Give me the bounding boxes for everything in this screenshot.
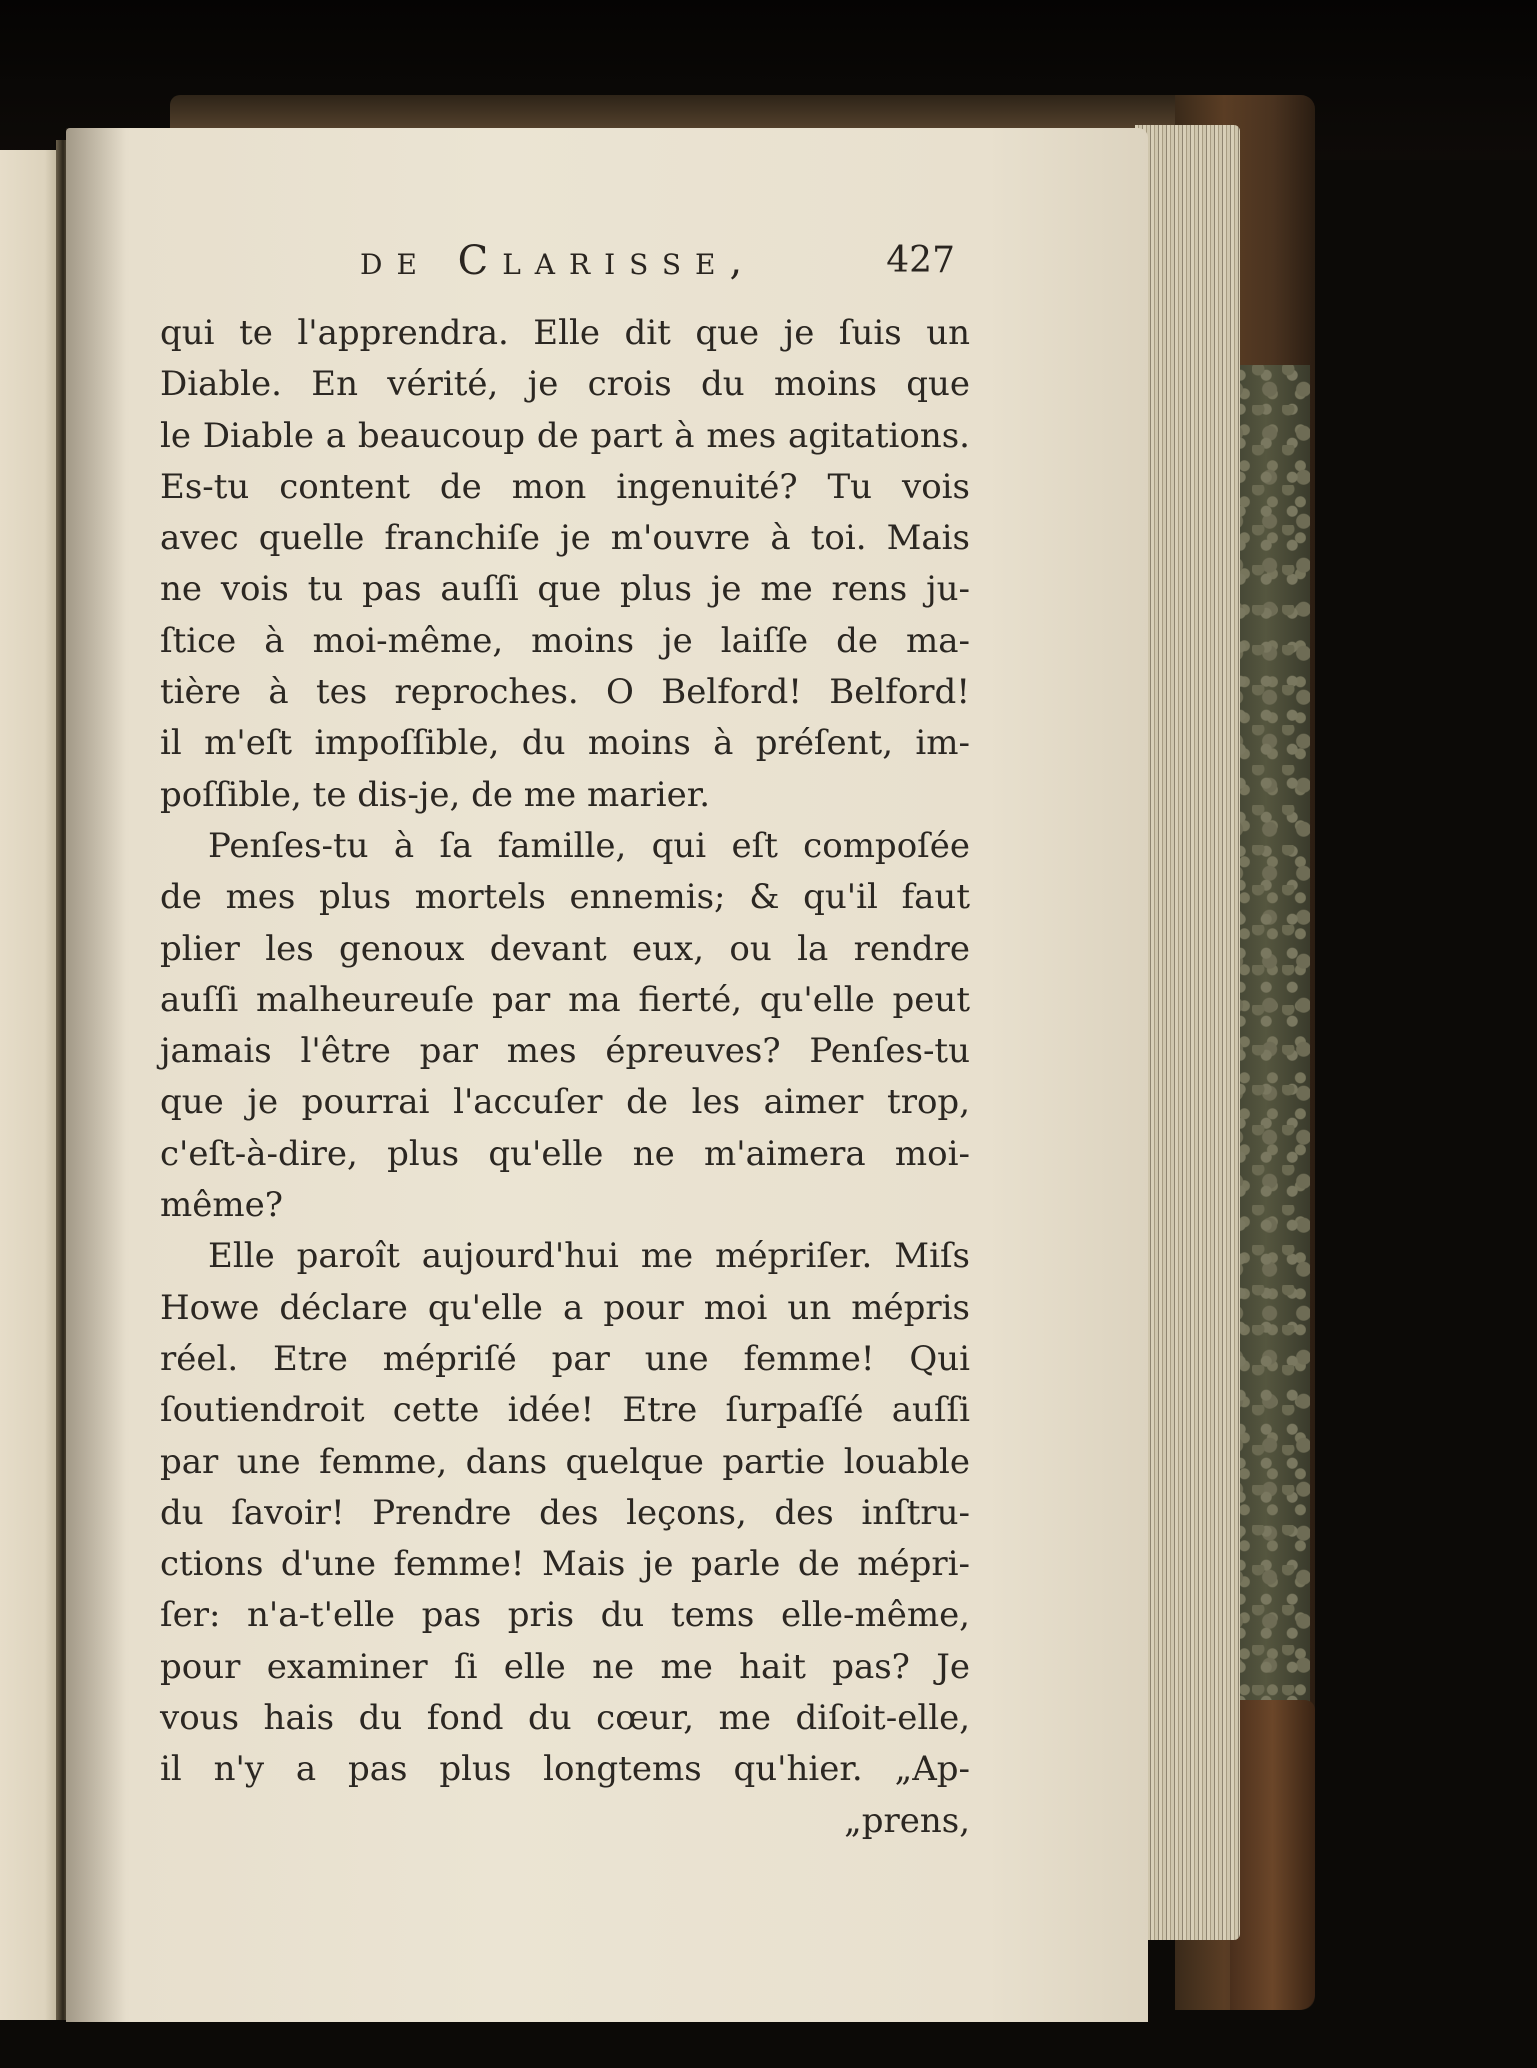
text-line: il n'y a pas plus longtems qu'hier. „Ap-: [160, 1749, 970, 1790]
page-edges: [1135, 125, 1240, 1940]
text-line: ne vois tu pas auſſi que plus je me rens ju-: [160, 569, 970, 610]
text-line: le Diable a beaucoup de part à mes agitations.: [160, 415, 970, 456]
text-line: il m'eſt impoſſible, du moins à préſent, im-: [160, 723, 970, 764]
cover-corner: [1230, 1700, 1315, 2010]
background-bottom: [0, 2022, 1300, 2068]
text-line: par une femme, dans quelque partie louable: [160, 1441, 970, 1482]
text-line: ſer: n'a-t'elle pas pris du tems elle-même,: [160, 1595, 970, 1636]
text-line: vous hais du fond du cœur, me diſoit-elle,: [160, 1698, 970, 1739]
text-line: même?: [160, 1185, 283, 1226]
text-line: Elle paroît aujourd'hui me mépriſer. Miſs: [208, 1236, 970, 1277]
text-line: c'eſt-à-dire, plus qu'elle ne m'aimera moi-: [160, 1133, 970, 1174]
body-text: [160, 308, 970, 1847]
text-line: qui te l'apprendra. Elle dit que je ſuis un: [160, 313, 970, 353]
text-line: ſtice à moi-même, moins je laiſſe de ma-: [160, 620, 970, 661]
text-line: jamais l'être par mes épreuves? Penſes-tu: [160, 1031, 970, 1072]
text-line: pour examiner ſi elle ne me hait pas? Je: [160, 1646, 970, 1687]
text-line: du ſavoir! Prendre des leçons, des inſtru-: [160, 1492, 970, 1533]
text-line: poſſible, te dis-je, de me marier.: [160, 774, 711, 815]
page-number: 427: [886, 240, 955, 281]
text-line: avec quelle franchiſe je m'ouvre à toi. Mais: [160, 518, 970, 559]
text-line: Howe déclare qu'elle a pour moi un mépris: [160, 1287, 970, 1328]
text-line: réel. Etre mépriſé par une femme! Qui: [160, 1338, 970, 1379]
text-line: tière à tes reproches. O Belford! Belford!: [160, 672, 970, 713]
text-line: que je pourrai l'accuſer de les aimer trop,: [160, 1082, 970, 1123]
text-line: auſſi malheureuſe par ma fierté, qu'elle peut: [160, 979, 970, 1020]
text-line: Diable. En vérité, je crois du moins que: [160, 364, 970, 405]
text-line: Penſes-tu à ſa famille, qui eſt compoſée: [208, 825, 970, 866]
catchword: „prens,: [844, 1800, 970, 1841]
text-line: plier les genoux devant eux, ou la rendre: [160, 928, 970, 969]
left-page: [0, 150, 64, 2020]
running-head-title: de Clarisse,: [360, 238, 757, 284]
text-line: ſoutiendroit cette idée! Etre ſurpaſſé auſſi: [160, 1390, 970, 1431]
page-gutter-shadow: [66, 128, 126, 2028]
running-head: [170, 238, 965, 298]
text-line: ctions d'une femme! Mais je parle de mépri-: [160, 1544, 970, 1585]
text-line: Es-tu content de mon ingenuité? Tu vois: [160, 466, 970, 507]
text-line: de mes plus mortels ennemis; & qu'il faut: [160, 877, 970, 918]
